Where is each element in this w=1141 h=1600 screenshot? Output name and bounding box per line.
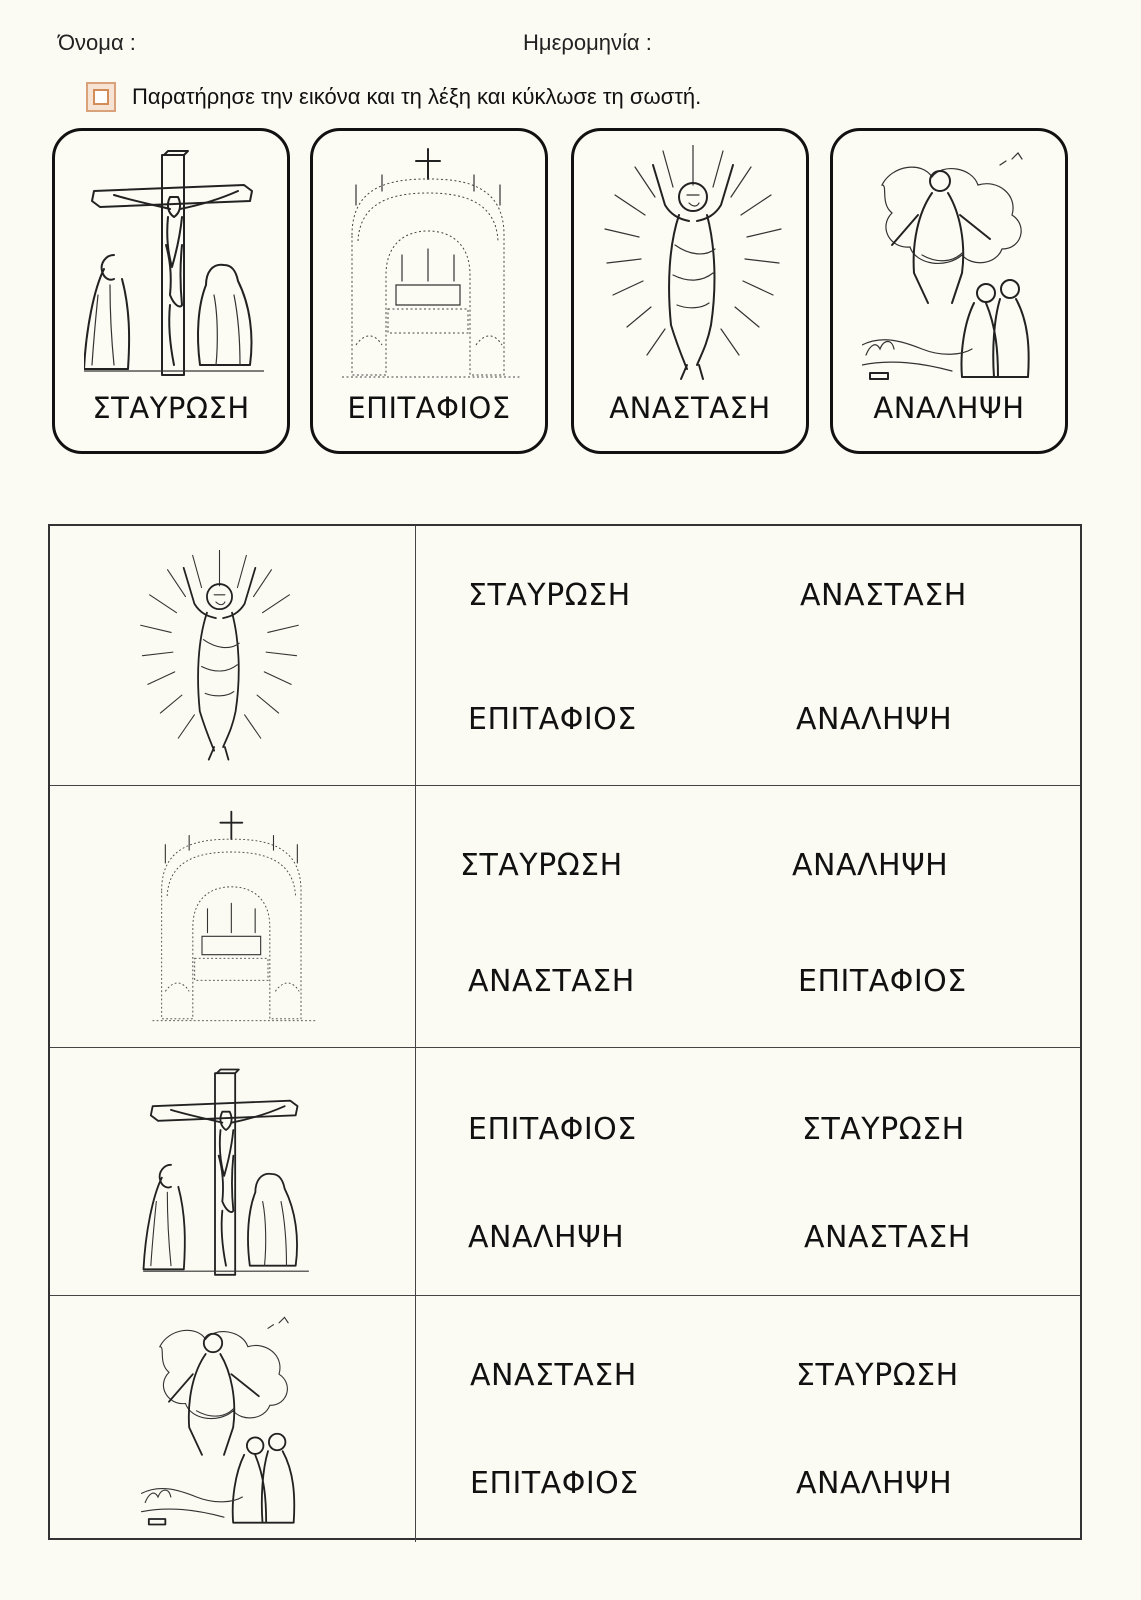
word-option[interactable]: ΕΠΙΤΑΦΙΟΣ xyxy=(798,964,967,999)
word-option[interactable]: ΑΝΑΣΤΑΣΗ xyxy=(468,964,635,999)
word-option[interactable]: ΑΝΑΣΤΑΣΗ xyxy=(800,578,967,613)
row-image-cell xyxy=(50,1296,416,1542)
word-option[interactable]: ΑΝΑΛΗΨΗ xyxy=(796,702,953,737)
word-option[interactable]: ΑΝΑΣΤΑΣΗ xyxy=(470,1358,637,1393)
word-option[interactable]: ΑΝΑΛΗΨΗ xyxy=(468,1220,625,1255)
card-crucifixion xyxy=(52,128,290,454)
instruction-text: Παρατήρησε την εικόνα και τη λέξη και κύκλωσε τη σωστή. xyxy=(132,84,702,109)
exercise-table xyxy=(48,524,1082,1540)
word-option[interactable]: ΑΝΑΛΗΨΗ xyxy=(796,1466,953,1501)
row-image-cell xyxy=(50,786,416,1047)
card-label: ΑΝΑΛΗΨΗ xyxy=(873,391,1025,425)
row-image-cell xyxy=(50,1048,416,1295)
word-option[interactable]: ΣΤΑΥΡΩΣΗ xyxy=(802,1112,965,1147)
word-option[interactable]: ΕΠΙΤΑΦΙΟΣ xyxy=(468,1112,637,1147)
date-label: Ημερομηνία : xyxy=(523,30,652,55)
resurrection-illustration xyxy=(603,145,783,385)
epitaph-illustration xyxy=(150,808,320,1028)
card-label: ΣΤΑΥΡΩΣΗ xyxy=(92,391,250,425)
card-epitaph xyxy=(310,128,548,454)
crucifixion-illustration xyxy=(84,145,264,385)
word-option[interactable]: ΣΤΑΥΡΩΣΗ xyxy=(460,848,623,883)
exercise-row xyxy=(50,526,1080,786)
card-ascension xyxy=(830,128,1068,454)
word-option[interactable]: ΣΤΑΥΡΩΣΗ xyxy=(796,1358,959,1393)
ascension-illustration xyxy=(134,1310,314,1530)
epitaph-illustration xyxy=(342,145,522,385)
card-label: ΕΠΙΤΑΦΙΟΣ xyxy=(347,391,511,425)
word-option[interactable]: ΑΝΑΣΤΑΣΗ xyxy=(804,1220,971,1255)
exercise-row xyxy=(50,1048,1080,1296)
word-option[interactable]: ΑΝΑΛΗΨΗ xyxy=(792,848,949,883)
word-option[interactable]: ΣΤΑΥΡΩΣΗ xyxy=(468,578,631,613)
ascension-illustration xyxy=(862,145,1042,385)
resurrection-illustration xyxy=(132,550,307,765)
name-label: Όνομα : xyxy=(58,30,136,55)
crucifixion-illustration xyxy=(136,1064,316,1284)
exercise-row xyxy=(50,1296,1080,1542)
checkbox-icon xyxy=(86,82,116,112)
word-option[interactable]: ΕΠΙΤΑΦΙΟΣ xyxy=(468,702,637,737)
card-label: ΑΝΑΣΤΑΣΗ xyxy=(609,391,771,425)
exercise-row xyxy=(50,786,1080,1048)
word-option[interactable]: ΕΠΙΤΑΦΙΟΣ xyxy=(470,1466,639,1501)
card-resurrection xyxy=(571,128,809,454)
row-image-cell xyxy=(50,526,416,785)
